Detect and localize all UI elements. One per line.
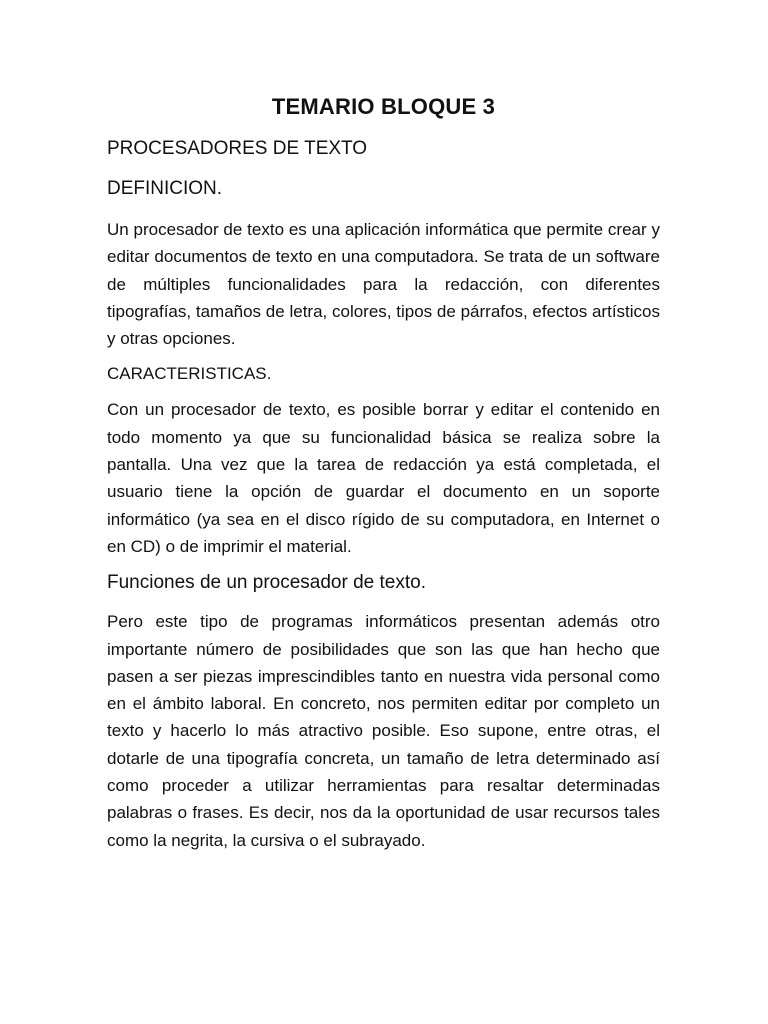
page-title: TEMARIO BLOQUE 3 bbox=[271, 94, 496, 119]
document-body bbox=[107, 92, 660, 854]
functions-paragraph: Pero este tipo de programas informáticos presentan además otro importante número de posibilidades que son las que han hecho que pasen a ser piezas imprescindibles tanto en nuestra vida personal como en el ámbito laboral. En concreto, nos permiten editar por completo un texto y hacerlo lo más atractivo posible. Eso supone, entre otras, el dotarle de una tipografía concreta, un tamaño de letra determinado así como proceder a utilizar herramientas para resaltar determinadas palabras o frases. Es decir, nos da la oportunidad de usar recursos tales como la negrita, la cursiva o el subrayado. bbox=[107, 612, 660, 850]
definition-paragraph: Un procesador de texto es una aplicación informática que permite crear y editar documentos de texto en una computadora. Se trata de un software de múltiples funcionalidades para la redacción, con diferentes tipografías, tamaños de letra, colores, tipos de párrafos, efectos artísticos y otras opciones. bbox=[107, 220, 660, 349]
topic-heading: PROCESADORES DE TEXTO bbox=[107, 138, 368, 159]
functions-heading: Funciones de un procesador de texto. bbox=[107, 572, 426, 594]
characteristics-paragraph: Con un procesador de texto, es posible borrar y editar el contenido en todo momento ya que su funcionalidad básica se realiza sobre la pantalla. Una vez que la tarea de redacción ya está completada, el usuario tiene la opción de guardar el documento en un soporte informático (ya sea en el disco rígido de su computadora, en Internet o en CD) o de imprimir el material. bbox=[107, 400, 660, 556]
characteristics-heading: CARACTERISTICAS. bbox=[107, 364, 272, 384]
definition-heading: DEFINICION. bbox=[107, 178, 223, 199]
